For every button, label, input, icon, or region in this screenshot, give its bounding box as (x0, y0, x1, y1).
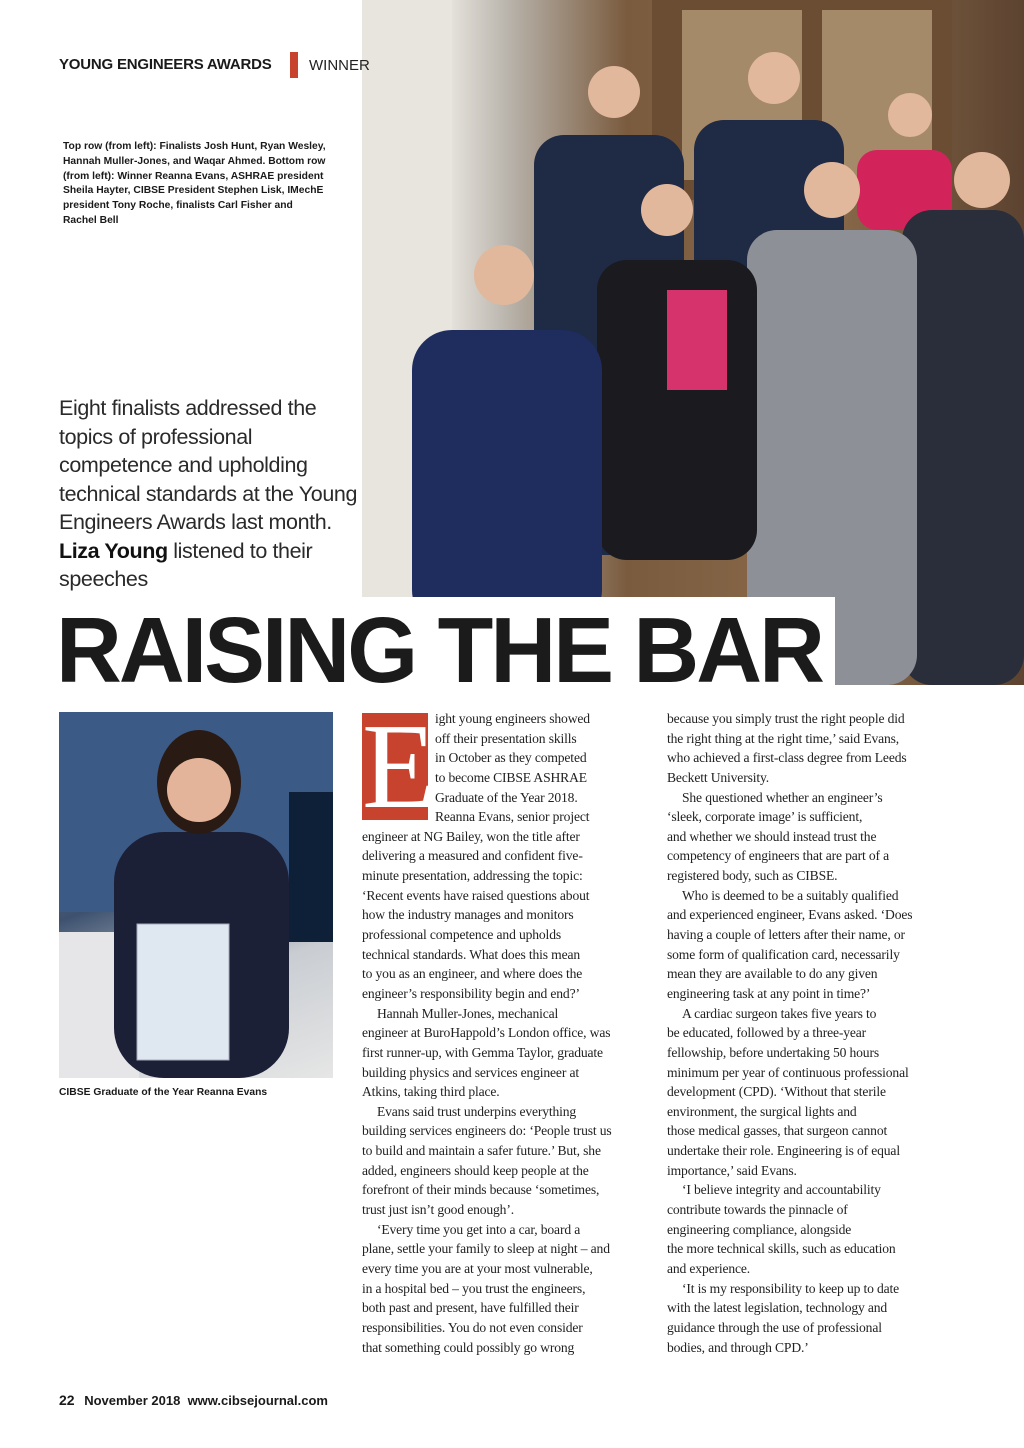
article-line: Reanna Evans, senior project (435, 809, 590, 825)
headline: RAISING THE BAR (56, 598, 823, 702)
winner-photo-illustration (59, 712, 333, 1078)
article-line: Who is deemed to be a suitably qualified (682, 887, 899, 903)
article-line: ‘Recent events have raised questions about (362, 887, 590, 903)
author-name: Liza Young (59, 538, 168, 563)
article-column-2 (667, 709, 967, 1357)
article-line: those medical gasses, that surgeon cannot (667, 1123, 888, 1139)
article-line: building services engineers do: ‘People trust us (362, 1123, 612, 1139)
drop-cap: E (362, 699, 437, 834)
article-line: to build and maintain a safer future.’ But, she (362, 1143, 601, 1159)
article-line: with the latest legislation, technology and (667, 1300, 888, 1316)
article-line: fellowship, before undertaking 50 hours (667, 1044, 879, 1060)
article-line: registered body, such as CIBSE. (667, 868, 838, 884)
article-line: be educated, followed by a three-year (667, 1025, 867, 1041)
winner-photo-caption: CIBSE Graduate of the Year Reanna Evans (59, 1087, 268, 1098)
article-line: Beckett University. (667, 769, 769, 785)
standfirst-end: listened to their speeches (59, 538, 313, 591)
section-label: YOUNG ENGINEERS AWARDS (59, 56, 272, 73)
article-line: ight young engineers showed (435, 711, 590, 726)
article-line: off their presentation skills (435, 730, 577, 746)
article-line: guidance through the use of professional (667, 1319, 882, 1335)
standfirst-text: Eight finalists addressed the topics of professional competence and upholding technical standards at the Young Engineers Awards last month. (59, 396, 357, 534)
article-line: responsibilities. You do not even consider (362, 1319, 583, 1335)
winner-photo (59, 712, 333, 1078)
article-line: engineer at NG Bailey, won the title after (362, 828, 580, 844)
article-line: having a couple of letters after their name, or (667, 927, 905, 943)
issue-date: November 2018 (84, 1393, 181, 1408)
article-line: undertake their role. Engineering is of equal (667, 1143, 900, 1159)
article-line: and experience. (667, 1260, 751, 1276)
article-line: engineering compliance, alongside (667, 1221, 852, 1237)
article-line: engineer’s responsibility begin and end?’ (362, 985, 580, 1001)
article-line: delivering a measured and confident five- (362, 848, 583, 864)
article-line: technical standards. What does this mean (362, 946, 580, 962)
article-line: to you as an engineer, and where does the (362, 966, 583, 982)
article-line: how the industry manages and monitors (362, 907, 574, 923)
section-divider (290, 52, 298, 78)
group-photo-illustration (362, 0, 1024, 685)
article-line: in October as they competed (435, 750, 587, 766)
article-line: the more technical skills, such as education (667, 1241, 896, 1257)
group-photo (362, 0, 1024, 685)
article-line: and whether we should instead trust the (667, 828, 877, 844)
article-line: who achieved a first-class degree from Leeds (667, 750, 907, 766)
article-line: ‘I believe integrity and accountability (682, 1182, 881, 1198)
article-line: trust just isn’t good enough’. (362, 1202, 514, 1218)
article-line: Graduate of the Year 2018. (435, 789, 578, 805)
website-link[interactable]: www.cibsejournal.com (187, 1393, 328, 1408)
article-line: minimum per year of continuous professional (667, 1064, 909, 1080)
article-line: both past and present, have fulfilled their (362, 1300, 579, 1316)
article-line: because you simply trust the right people did (667, 711, 905, 726)
article-line: and experienced engineer, Evans asked. ‘Does (667, 907, 913, 923)
article-line: ‘sleek, corporate image’ is sufficient, (667, 809, 863, 825)
article-line: ‘Every time you get into a car, board a (377, 1221, 581, 1237)
article-line: engineer at BuroHappold’s London office, was (362, 1025, 611, 1041)
article-line: professional competence and upholds (362, 927, 561, 943)
article-line: A cardiac surgeon takes five years to (682, 1005, 877, 1021)
article-line: competency of engineers that are part of a (667, 848, 890, 864)
article-line: contribute towards the pinnacle of (667, 1202, 848, 1218)
article-line: environment, the surgical lights and (667, 1103, 857, 1119)
article-line: that something could possibly go wrong (362, 1339, 575, 1355)
article-line: Evans said trust underpins everything (377, 1103, 577, 1119)
article-line: importance,’ said Evans. (667, 1162, 797, 1178)
article-line: every time you are at your most vulnerable, (362, 1260, 593, 1276)
main-photo-caption: Top row (from left): Finalists Josh Hunt, Ryan Wesley, Hannah Muller-Jones, and Waqar Ahmed. Bottom row (from left): Winner Reanna Evans, ASHRAE president Sheila Hayter, CIBSE President Stephen Lisk, IMechE president Tony Roche, finalists Carl Fisher and Rachel Bell (63, 141, 326, 226)
page-footer (59, 1392, 328, 1408)
article-column-1 (362, 699, 662, 1357)
article-line: minute presentation, addressing the topic: (362, 868, 583, 884)
article-line: plane, settle your family to sleep at night – and (362, 1241, 610, 1257)
article-line: building physics and services engineer at (362, 1064, 579, 1080)
article-line: added, engineers should keep people at the (362, 1162, 589, 1178)
article-line: engineering task at any point in time?’ (667, 985, 871, 1001)
article-line: to become CIBSE ASHRAE (435, 769, 587, 785)
article-line: first runner-up, with Gemma Taylor, graduate (362, 1044, 603, 1060)
article-line: She questioned whether an engineer’s (682, 789, 883, 805)
article-line: forefront of their minds because ‘sometimes, (362, 1182, 600, 1198)
page-number: 22 (59, 1392, 75, 1408)
article-line: the right thing at the right time,’ said Evans, (667, 730, 900, 746)
article-line: in a hospital bed – you trust the engineers, (362, 1280, 586, 1296)
standfirst (59, 394, 359, 594)
article-line: some form of qualification card, necessarily (667, 946, 900, 962)
article-line: bodies, and through CPD.’ (667, 1339, 809, 1355)
category-label: WINNER (309, 57, 370, 74)
article-line: Hannah Muller-Jones, mechanical (377, 1005, 559, 1021)
article-line: Atkins, taking third place. (362, 1084, 500, 1100)
article-line: ‘It is my responsibility to keep up to date (682, 1280, 900, 1296)
article-line: mean they are available to do any given (667, 966, 878, 982)
article-line: development (CPD). ‘Without that sterile (667, 1084, 886, 1100)
